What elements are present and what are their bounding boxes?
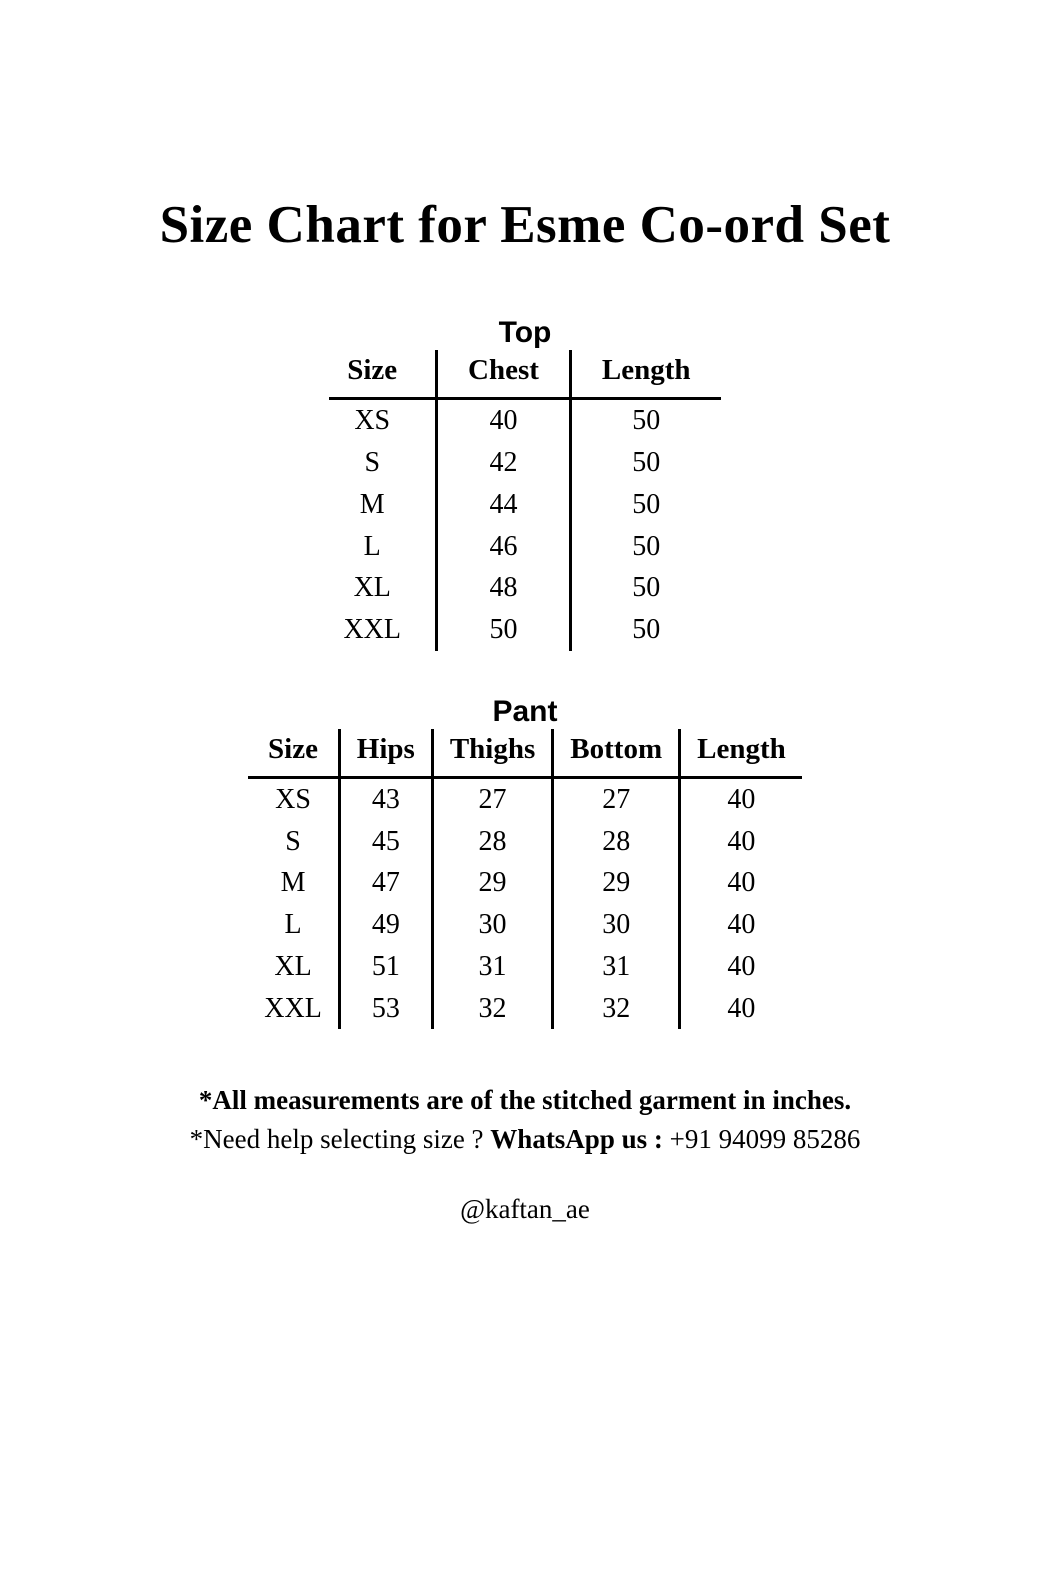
cell-size: XS — [354, 405, 391, 437]
cell-thighs: 28 — [432, 821, 552, 863]
cell-thighs: 32 — [432, 988, 552, 1030]
cell-chest: 48 — [437, 567, 571, 609]
cell-hips: 47 — [339, 862, 432, 904]
cell-length: 50 — [570, 442, 720, 484]
cell-thighs: 30 — [432, 904, 552, 946]
cell-hips: 49 — [339, 904, 432, 946]
pant-table-wrapper — [0, 729, 1050, 1030]
cell-chest: 44 — [437, 484, 571, 526]
cell-size: XL — [353, 572, 391, 604]
cell-chest: 42 — [437, 442, 571, 484]
cell-length: 40 — [680, 821, 802, 863]
column-header-length: Length — [570, 350, 720, 399]
cell-hips: 51 — [339, 946, 432, 988]
note-help-prefix: *Need help selecting size ? — [189, 1124, 491, 1155]
note-whatsapp-number[interactable]: +91 94099 85286 — [669, 1124, 861, 1155]
table-row — [248, 946, 802, 988]
cell-size: L — [363, 530, 381, 562]
cell-size: XL — [274, 950, 312, 982]
cell-length: 50 — [570, 609, 720, 651]
cell-length: 50 — [570, 567, 720, 609]
table-header-row — [329, 350, 720, 399]
cell-length: 40 — [680, 862, 802, 904]
note-measurements: *All measurements are of the stitched garment in inches. — [198, 1085, 852, 1116]
column-header-size: Size — [248, 729, 339, 778]
cell-length: 50 — [570, 399, 720, 442]
table-row — [248, 821, 802, 863]
note-help — [0, 1120, 1050, 1159]
cell-hips: 45 — [339, 821, 432, 863]
table-header-row — [248, 729, 802, 778]
cell-chest: 50 — [437, 609, 571, 651]
table-row — [329, 526, 720, 568]
pant-size-table — [248, 729, 802, 1030]
cell-bottom: 32 — [553, 988, 680, 1030]
section-heading-pant: Pant — [492, 694, 558, 728]
cell-bottom: 30 — [553, 904, 680, 946]
cell-bottom: 29 — [553, 862, 680, 904]
column-header-size: Size — [329, 350, 436, 399]
cell-length: 50 — [570, 526, 720, 568]
column-header-bottom: Bottom — [553, 729, 680, 778]
table-row — [248, 988, 802, 1030]
cell-size: S — [364, 447, 381, 479]
cell-length: 40 — [680, 946, 802, 988]
table-row — [329, 609, 720, 651]
cell-size: XXL — [264, 992, 322, 1024]
cell-length: 40 — [680, 904, 802, 946]
social-handle[interactable]: @kaftan_ae — [460, 1193, 590, 1224]
cell-bottom: 28 — [553, 821, 680, 863]
table-row — [248, 904, 802, 946]
table-row — [248, 777, 802, 820]
cell-thighs: 31 — [432, 946, 552, 988]
cell-length: 40 — [680, 988, 802, 1030]
cell-chest: 46 — [437, 526, 571, 568]
cell-length: 50 — [570, 484, 720, 526]
note-whatsapp-label: WhatsApp us : — [490, 1124, 670, 1155]
column-header-thighs: Thighs — [432, 729, 552, 778]
cell-hips: 53 — [339, 988, 432, 1030]
table-row — [329, 399, 720, 442]
cell-size: S — [285, 825, 301, 857]
cell-size: XXL — [343, 614, 401, 646]
page-title: Size Chart for Esme Co-ord Set — [159, 196, 891, 254]
cell-size: M — [359, 488, 385, 520]
cell-size: XS — [275, 783, 311, 815]
cell-length: 40 — [680, 777, 802, 820]
table-row — [329, 442, 720, 484]
column-header-chest: Chest — [437, 350, 571, 399]
table-row — [329, 484, 720, 526]
cell-size: L — [284, 909, 302, 941]
top-table-wrapper — [0, 350, 1050, 651]
cell-thighs: 27 — [432, 777, 552, 820]
notes-block — [0, 1081, 1050, 1159]
table-row — [248, 862, 802, 904]
column-header-hips: Hips — [339, 729, 432, 778]
cell-size: M — [280, 867, 306, 899]
table-row — [329, 567, 720, 609]
cell-thighs: 29 — [432, 862, 552, 904]
cell-bottom: 31 — [553, 946, 680, 988]
column-header-length: Length — [680, 729, 802, 778]
top-size-table — [329, 350, 720, 651]
cell-chest: 40 — [437, 399, 571, 442]
cell-bottom: 27 — [553, 777, 680, 820]
cell-hips: 43 — [339, 777, 432, 820]
section-heading-top: Top — [498, 316, 552, 350]
